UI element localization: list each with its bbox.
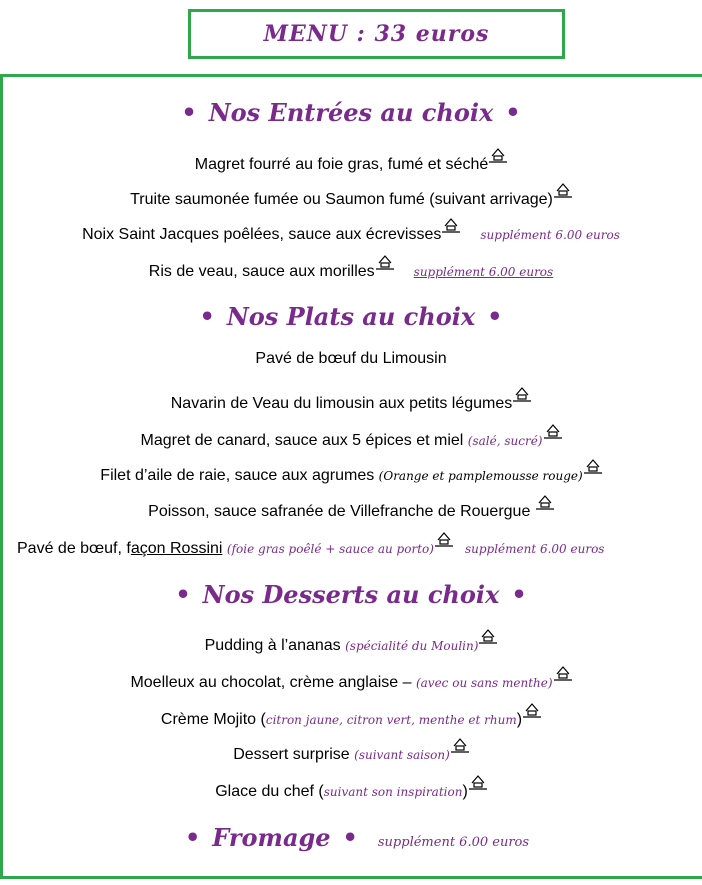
menu-item <box>0 458 702 485</box>
toque-icon <box>554 182 572 198</box>
item-note: (salé, sucré) <box>467 434 543 448</box>
menu-item <box>0 147 702 174</box>
item-text: Ris de veau, sauce aux morilles <box>148 263 375 280</box>
item-text: Crème Mojito <box>160 711 257 728</box>
section-heading-fromage: • Fromage • supplément 6.00 euros <box>184 823 530 852</box>
item-text: Truite saumonée fumée ou Saumon fumé (suivant arrivage) <box>130 191 553 208</box>
item-text: Moelleux au chocolat, crème anglaise <box>130 674 399 691</box>
toque-icon <box>479 628 497 644</box>
supplement-note: supplément 6.00 euros <box>464 542 605 556</box>
menu-item <box>0 254 702 281</box>
item-text: Glace du chef <box>215 783 314 800</box>
menu-item <box>17 531 604 558</box>
item-text: Magret de canard, sauce aux 5 épices et miel <box>140 432 464 449</box>
toque-icon <box>451 737 469 753</box>
item-text: Pavé de bœuf, f <box>17 540 131 557</box>
supplement-note: supplément 6.00 euros <box>377 835 530 850</box>
item-text: Navarin de Veau du limousin aux petits légumes <box>170 395 513 412</box>
item-note: suivant son inspiration <box>323 785 463 799</box>
heading-text: Nos Desserts au choix <box>202 580 500 609</box>
section-heading-plats: • Nos Plats au choix • <box>199 302 503 331</box>
item-note: (Orange et pamplemousse rouge) <box>378 469 583 483</box>
menu-item <box>0 665 702 692</box>
item-text: Poisson, sauce safranée de Villefranche de Rouergue <box>148 503 531 520</box>
toque-icon <box>523 702 541 718</box>
item-text-underlined: açon Rossini <box>130 540 223 557</box>
toque-icon <box>536 494 554 510</box>
supplement-note: supplément 6.00 euros <box>480 228 620 242</box>
menu-item <box>0 423 702 450</box>
item-note: (spécialité du Moulin) <box>345 639 479 653</box>
toque-icon <box>442 217 460 233</box>
heading-text: Nos Entrées au choix <box>208 98 494 127</box>
menu-title-box <box>188 9 565 59</box>
item-dash: – <box>402 674 412 691</box>
item-text: Filet d’aile de raie, sauce aux agrumes <box>100 467 375 484</box>
toque-icon <box>544 423 562 439</box>
menu-item: Crème Mojito (citron jaune, citron vert, menthe et rhum) <box>0 702 702 729</box>
toque-icon <box>469 774 487 790</box>
item-note: citron jaune, citron vert, menthe et rhum <box>265 713 517 727</box>
menu-item <box>0 494 702 521</box>
item-note: (foie gras poêlé + sauce au porto) <box>226 542 434 556</box>
supplement-note: supplément 6.00 euros <box>413 265 554 279</box>
item-note: (avec ou sans menthe) <box>415 676 553 690</box>
heading-text: Fromage <box>212 823 331 852</box>
section-heading-desserts: • Nos Desserts au choix • <box>175 580 527 609</box>
toque-icon <box>435 531 453 547</box>
heading-text: Nos Plats au choix <box>226 302 476 331</box>
item-note: (suivant saison) <box>354 748 450 762</box>
toque-icon <box>489 147 507 163</box>
menu-item <box>0 217 702 244</box>
item-text: Pavé de bœuf du Limousin <box>255 350 447 367</box>
menu-item <box>0 182 702 209</box>
menu-item <box>0 350 702 368</box>
item-text: Magret fourré au foie gras, fumé et séché <box>194 156 489 173</box>
toque-icon <box>513 386 531 402</box>
menu-item <box>0 628 702 655</box>
toque-icon <box>554 665 572 681</box>
menu-item: Glace du chef (suivant son inspiration) <box>0 774 702 801</box>
item-text: Dessert surprise <box>233 746 350 763</box>
menu-item <box>0 386 702 413</box>
item-text: Noix Saint Jacques poêlées, sauce aux écrevisses <box>82 226 442 243</box>
menu-title: MENU : 33 euros <box>263 21 490 47</box>
toque-icon <box>584 458 602 474</box>
menu-item <box>0 737 702 764</box>
toque-icon <box>376 254 394 270</box>
section-heading-entrees: • Nos Entrées au choix • <box>181 98 521 127</box>
item-text: Pudding à l’ananas <box>204 637 341 654</box>
